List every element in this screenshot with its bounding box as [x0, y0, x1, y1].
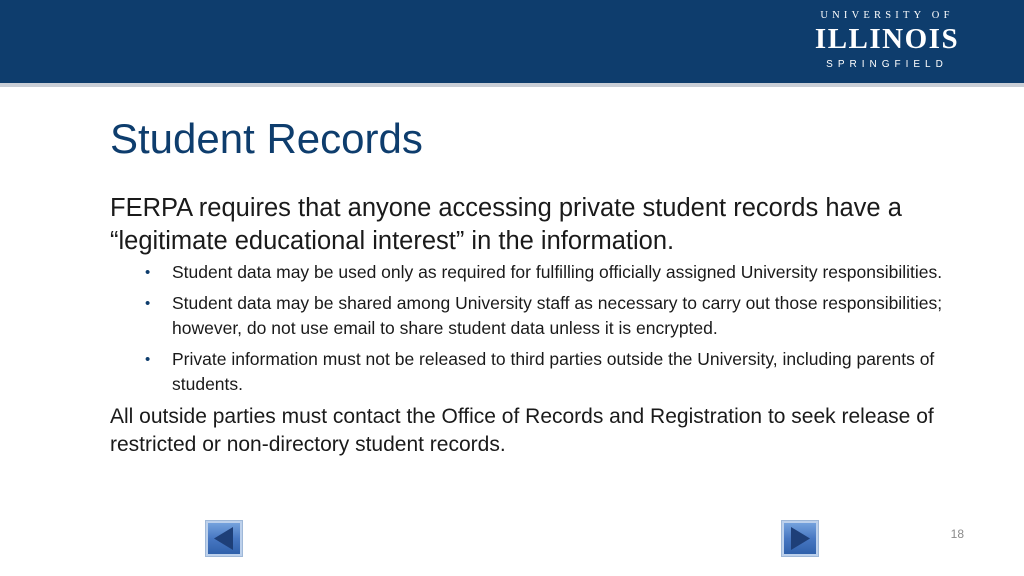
bullet-dot-icon: •	[145, 264, 151, 281]
logo-main-text: ILLINOIS	[814, 23, 960, 55]
bullet-dot-icon: •	[145, 295, 151, 312]
bullet-item	[110, 347, 980, 397]
intro-paragraph: FERPA requires that anyone accessing private student records have a “legitimate educational interest” in the information.	[110, 194, 902, 255]
bullet-item	[110, 260, 980, 285]
bullet-item	[110, 291, 980, 341]
next-arrow-icon	[782, 521, 818, 556]
previous-slide-button[interactable]	[205, 520, 243, 557]
bullet-text: Student data may be used only as required for fulfilling officially assigned University responsibilities.	[172, 262, 943, 282]
logo-bottom-text: SPRINGFIELD	[826, 59, 948, 70]
university-logo	[812, 9, 962, 72]
closing-paragraph: All outside parties must contact the Office of Records and Registration to seek release of restricted or non-directory student records.	[110, 405, 934, 456]
previous-arrow-icon	[206, 521, 242, 556]
bullet-text: Private information must not be released to third parties outside the University, including parents of students.	[172, 349, 935, 394]
logo-top-text: UNIVERSITY OF	[820, 10, 954, 21]
bullet-dot-icon: •	[145, 351, 151, 368]
header-bar	[0, 0, 1024, 87]
slide-body	[110, 192, 980, 459]
bullet-list	[110, 260, 980, 397]
next-slide-button[interactable]	[781, 520, 819, 557]
slide-title: Student Records	[110, 115, 423, 162]
bullet-text: Student data may be shared among University staff as necessary to carry out those responsibilities; however, do not use email to share student data unless it is encrypted.	[172, 293, 943, 338]
page-number: 18	[950, 527, 964, 541]
